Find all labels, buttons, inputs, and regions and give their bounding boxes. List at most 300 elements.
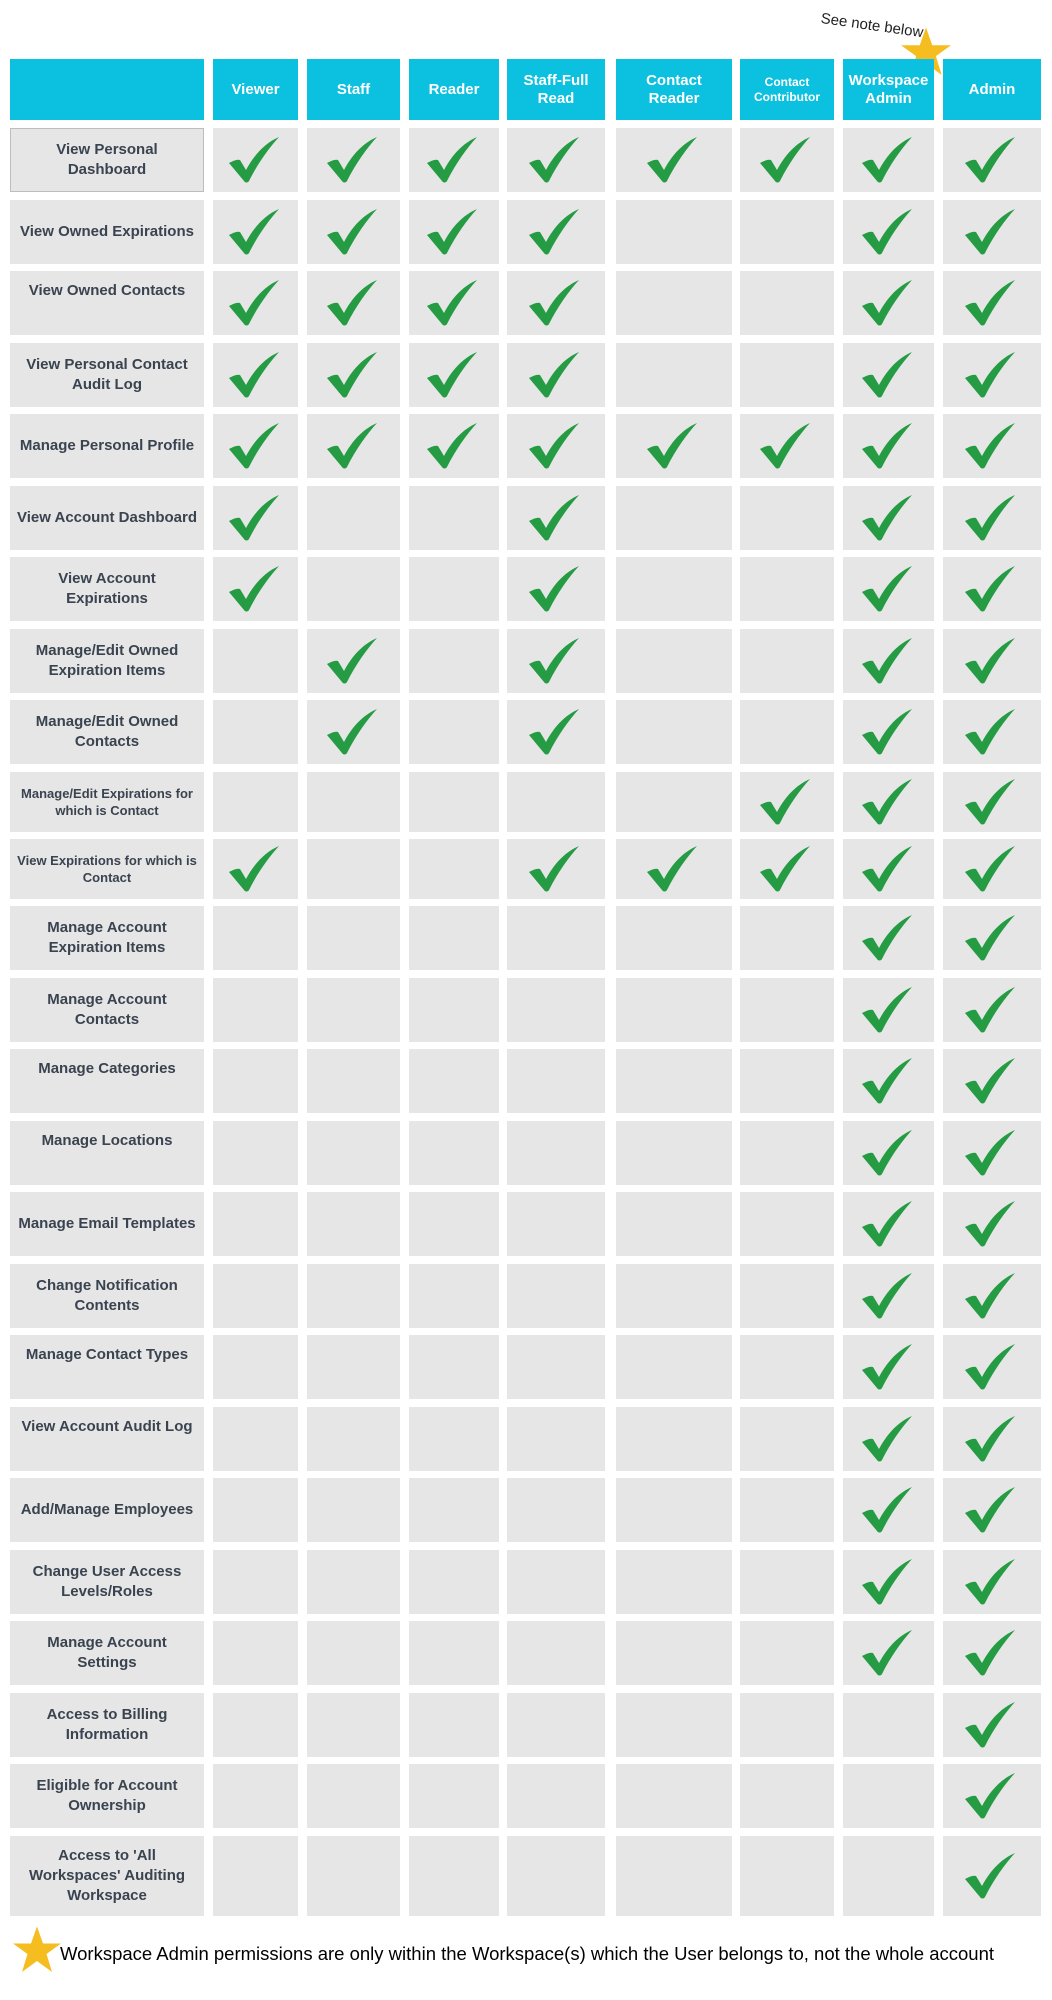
permission-cell: [843, 414, 934, 478]
check-icon: [860, 421, 914, 471]
permission-cell: [843, 1121, 934, 1185]
permission-cell: [409, 486, 499, 550]
permission-cell: [307, 839, 400, 899]
permission-cell: [616, 200, 732, 264]
check-icon: [527, 278, 581, 328]
permission-cell: [740, 271, 834, 335]
check-icon: [963, 1557, 1017, 1607]
check-icon: [860, 564, 914, 614]
see-note-label: See note below: [819, 10, 925, 42]
row-label: Manage Email Templates: [10, 1192, 204, 1256]
row-label: Manage Account Settings: [10, 1621, 204, 1685]
check-icon: [963, 1199, 1017, 1249]
permission-cell: [943, 906, 1041, 970]
permission-cell: [507, 1264, 605, 1328]
row-label: Add/Manage Employees: [10, 1478, 204, 1542]
check-icon: [963, 985, 1017, 1035]
row-label: Change Notification Contents: [10, 1264, 204, 1328]
permission-cell: [409, 1264, 499, 1328]
permission-cell: [409, 1121, 499, 1185]
permission-cell: [307, 486, 400, 550]
check-icon: [860, 844, 914, 894]
permission-cell: [943, 1264, 1041, 1328]
check-icon: [963, 1271, 1017, 1321]
header-blank-cell: [10, 59, 204, 120]
check-icon: [963, 1851, 1017, 1901]
permission-cell: [616, 1550, 732, 1614]
check-icon: [527, 844, 581, 894]
row-label: Manage Personal Profile: [10, 414, 204, 478]
check-icon: [758, 777, 812, 827]
permission-cell: [307, 1478, 400, 1542]
permission-cell: [507, 700, 605, 764]
permission-cell: [616, 271, 732, 335]
row-label: Change User Access Levels/Roles: [10, 1550, 204, 1614]
permission-cell: [616, 1049, 732, 1113]
column-header: Workspace Admin: [843, 59, 934, 120]
row-label: Manage Account Contacts: [10, 978, 204, 1042]
permission-cell: [409, 1550, 499, 1614]
column-header: Staff: [307, 59, 400, 120]
permission-cell: [943, 772, 1041, 832]
permission-cell: [507, 414, 605, 478]
check-icon: [325, 135, 379, 185]
row-label: Manage Categories: [10, 1049, 204, 1113]
permission-cell: [213, 1478, 298, 1542]
permission-cell: [943, 557, 1041, 621]
check-icon: [963, 207, 1017, 257]
check-icon: [860, 913, 914, 963]
permission-cell: [843, 978, 934, 1042]
permission-cell: [409, 1764, 499, 1828]
permission-cell: [507, 1121, 605, 1185]
permission-cell: [843, 1264, 934, 1328]
permission-cell: [740, 200, 834, 264]
permission-cell: [409, 1693, 499, 1757]
check-icon: [758, 421, 812, 471]
permission-cell: [507, 128, 605, 192]
check-icon: [963, 135, 1017, 185]
permission-cell: [616, 1836, 732, 1916]
check-icon: [325, 278, 379, 328]
permission-cell: [740, 1764, 834, 1828]
check-icon: [860, 1342, 914, 1392]
permission-cell: [943, 1693, 1041, 1757]
check-icon: [527, 135, 581, 185]
permission-cell: [507, 906, 605, 970]
permission-cell: [307, 906, 400, 970]
row-label: Eligible for Account Ownership: [10, 1764, 204, 1828]
permission-cell: [507, 1836, 605, 1916]
permission-cell: [943, 1836, 1041, 1916]
permission-cell: [740, 1264, 834, 1328]
check-icon: [963, 1414, 1017, 1464]
check-icon: [645, 844, 699, 894]
permission-cell: [943, 700, 1041, 764]
permission-cell: [843, 128, 934, 192]
permission-cell: [943, 271, 1041, 335]
permission-cell: [843, 1550, 934, 1614]
permission-cell: [213, 700, 298, 764]
permission-cell: [616, 486, 732, 550]
permission-cell: [409, 978, 499, 1042]
permission-cell: [507, 343, 605, 407]
check-icon: [227, 207, 281, 257]
permission-cell: [843, 557, 934, 621]
permission-cell: [307, 1264, 400, 1328]
permission-cell: [843, 839, 934, 899]
check-icon: [425, 207, 479, 257]
row-label: Manage Locations: [10, 1121, 204, 1185]
row-label: View Owned Expirations: [10, 200, 204, 264]
permission-cell: [616, 414, 732, 478]
check-icon: [527, 350, 581, 400]
permission-cell: [409, 1621, 499, 1685]
check-icon: [860, 278, 914, 328]
check-icon: [860, 1199, 914, 1249]
permission-cell: [213, 1121, 298, 1185]
check-icon: [758, 844, 812, 894]
permission-cell: [740, 839, 834, 899]
check-icon: [963, 564, 1017, 614]
permission-cell: [843, 700, 934, 764]
permission-cell: [213, 1264, 298, 1328]
check-icon: [963, 913, 1017, 963]
permission-cell: [409, 1836, 499, 1916]
row-label: View Account Audit Log: [10, 1407, 204, 1471]
check-icon: [325, 207, 379, 257]
permission-cell: [740, 1407, 834, 1471]
permission-cell: [213, 978, 298, 1042]
check-icon: [963, 1056, 1017, 1106]
permission-cell: [307, 1121, 400, 1185]
check-icon: [527, 564, 581, 614]
permission-cell: [943, 1621, 1041, 1685]
permission-cell: [307, 343, 400, 407]
row-label: View Account Dashboard: [10, 486, 204, 550]
check-icon: [758, 135, 812, 185]
permission-cell: [943, 1121, 1041, 1185]
permission-cell: [409, 839, 499, 899]
check-icon: [963, 777, 1017, 827]
permission-cell: [507, 486, 605, 550]
permission-cell: [616, 1693, 732, 1757]
check-icon: [227, 493, 281, 543]
permission-cell: [616, 839, 732, 899]
permission-cell: [616, 1121, 732, 1185]
check-icon: [860, 1485, 914, 1535]
permission-cell: [507, 1049, 605, 1113]
permission-cell: [740, 1049, 834, 1113]
permission-cell: [213, 1693, 298, 1757]
permission-cell: [616, 1764, 732, 1828]
permission-cell: [507, 1407, 605, 1471]
permission-cell: [616, 629, 732, 693]
permission-cell: [943, 1335, 1041, 1399]
check-icon: [227, 135, 281, 185]
permission-cell: [943, 200, 1041, 264]
permission-cell: [740, 700, 834, 764]
permission-cell: [409, 700, 499, 764]
permission-cell: [943, 629, 1041, 693]
permission-cell: [843, 1836, 934, 1916]
row-label: Manage/Edit Owned Expiration Items: [10, 629, 204, 693]
check-icon: [860, 985, 914, 1035]
permission-cell: [307, 1693, 400, 1757]
permission-cell: [616, 1478, 732, 1542]
permission-cell: [943, 1407, 1041, 1471]
permission-cell: [943, 1478, 1041, 1542]
permission-cell: [409, 1335, 499, 1399]
permission-cell: [307, 1764, 400, 1828]
permission-cell: [740, 1192, 834, 1256]
check-icon: [645, 421, 699, 471]
permission-cell: [740, 978, 834, 1042]
permission-cell: [307, 128, 400, 192]
permission-cell: [616, 1264, 732, 1328]
permission-cell: [307, 700, 400, 764]
permission-cell: [507, 1335, 605, 1399]
permission-cell: [213, 414, 298, 478]
permission-cell: [507, 1478, 605, 1542]
check-icon: [963, 844, 1017, 894]
check-icon: [963, 493, 1017, 543]
column-header: Reader: [409, 59, 499, 120]
permission-cell: [213, 343, 298, 407]
check-icon: [860, 1128, 914, 1178]
permission-cell: [740, 128, 834, 192]
permission-cell: [507, 1550, 605, 1614]
permission-cell: [740, 906, 834, 970]
row-label: Manage Account Expiration Items: [10, 906, 204, 970]
check-icon: [227, 564, 281, 614]
permission-cell: [307, 1836, 400, 1916]
permission-cell: [843, 1621, 934, 1685]
permission-cell: [740, 629, 834, 693]
permission-cell: [616, 1621, 732, 1685]
permission-cell: [409, 629, 499, 693]
permission-cell: [307, 1049, 400, 1113]
permission-cell: [616, 128, 732, 192]
permission-cell: [213, 271, 298, 335]
column-header: Contact Reader: [616, 59, 732, 120]
permission-cell: [740, 414, 834, 478]
check-icon: [527, 207, 581, 257]
permission-cell: [213, 906, 298, 970]
check-icon: [527, 493, 581, 543]
check-icon: [963, 1771, 1017, 1821]
row-label: Access to 'All Workspaces' Auditing Workspace: [10, 1836, 204, 1916]
permission-cell: [213, 200, 298, 264]
permission-cell: [843, 1049, 934, 1113]
permission-cell: [616, 978, 732, 1042]
permission-cell: [307, 557, 400, 621]
check-icon: [860, 777, 914, 827]
permission-cell: [843, 1407, 934, 1471]
permission-cell: [507, 557, 605, 621]
permission-cell: [213, 772, 298, 832]
permission-cell: [616, 1335, 732, 1399]
permission-cell: [740, 343, 834, 407]
permission-cell: [307, 1335, 400, 1399]
row-label: Manage/Edit Owned Contacts: [10, 700, 204, 764]
permission-cell: [213, 1049, 298, 1113]
permission-cell: [409, 1478, 499, 1542]
check-icon: [963, 1128, 1017, 1178]
check-icon: [425, 350, 479, 400]
permission-cell: [213, 1407, 298, 1471]
permission-cell: [507, 1764, 605, 1828]
permission-cell: [307, 1407, 400, 1471]
check-icon: [963, 1628, 1017, 1678]
check-icon: [963, 1700, 1017, 1750]
permission-cell: [307, 1192, 400, 1256]
permission-cell: [843, 629, 934, 693]
permission-cell: [507, 629, 605, 693]
permission-cell: [740, 1550, 834, 1614]
permission-cell: [213, 1764, 298, 1828]
check-icon: [527, 707, 581, 757]
check-icon: [227, 421, 281, 471]
check-icon: [527, 636, 581, 686]
check-icon: [425, 421, 479, 471]
row-label: View Expirations for which is Contact: [10, 839, 204, 899]
permission-cell: [409, 1192, 499, 1256]
permission-cell: [943, 1764, 1041, 1828]
permission-cell: [740, 772, 834, 832]
permission-cell: [307, 772, 400, 832]
column-header: Contact Contributor: [740, 59, 834, 120]
permission-cell: [409, 200, 499, 264]
check-icon: [963, 350, 1017, 400]
permission-cell: [409, 1407, 499, 1471]
permission-cell: [507, 839, 605, 899]
check-icon: [963, 1342, 1017, 1392]
permission-cell: [943, 978, 1041, 1042]
check-icon: [860, 1628, 914, 1678]
permission-cell: [943, 1049, 1041, 1113]
check-icon: [425, 278, 479, 328]
permission-cell: [616, 1407, 732, 1471]
permission-cell: [507, 1693, 605, 1757]
check-icon: [325, 421, 379, 471]
check-icon: [645, 135, 699, 185]
permission-cell: [507, 1621, 605, 1685]
check-icon: [227, 278, 281, 328]
permission-cell: [307, 1550, 400, 1614]
check-icon: [325, 707, 379, 757]
permission-cell: [507, 978, 605, 1042]
permission-cell: [507, 200, 605, 264]
check-icon: [860, 1557, 914, 1607]
permission-cell: [409, 1049, 499, 1113]
row-label: View Owned Contacts: [10, 271, 204, 335]
permission-cell: [213, 1550, 298, 1614]
permission-cell: [213, 629, 298, 693]
permission-cell: [843, 1192, 934, 1256]
row-label: View Personal Contact Audit Log: [10, 343, 204, 407]
permission-cell: [213, 1836, 298, 1916]
permission-cell: [507, 1192, 605, 1256]
row-label: View Account Expirations: [10, 557, 204, 621]
permission-cell: [740, 557, 834, 621]
check-icon: [227, 844, 281, 894]
permission-cell: [843, 486, 934, 550]
permission-cell: [409, 557, 499, 621]
column-header: Staff-Full Read: [507, 59, 605, 120]
check-icon: [227, 350, 281, 400]
check-icon: [963, 278, 1017, 328]
permission-cell: [213, 1621, 298, 1685]
permission-cell: [213, 839, 298, 899]
permission-cell: [409, 772, 499, 832]
permission-cell: [843, 200, 934, 264]
permission-cell: [409, 271, 499, 335]
check-icon: [963, 636, 1017, 686]
permission-cell: [409, 906, 499, 970]
permission-cell: [943, 414, 1041, 478]
permission-cell: [943, 1550, 1041, 1614]
row-label: Manage/Edit Expirations for which is Contact: [10, 772, 204, 832]
permission-cell: [409, 128, 499, 192]
row-label: Manage Contact Types: [10, 1335, 204, 1399]
permission-cell: [213, 128, 298, 192]
permission-cell: [740, 1478, 834, 1542]
permission-cell: [740, 486, 834, 550]
permission-cell: [740, 1335, 834, 1399]
permission-cell: [213, 1192, 298, 1256]
permission-cell: [616, 1192, 732, 1256]
permission-cell: [213, 1335, 298, 1399]
check-icon: [860, 707, 914, 757]
permission-cell: [943, 486, 1041, 550]
permission-cell: [409, 414, 499, 478]
permission-cell: [307, 978, 400, 1042]
check-icon: [963, 707, 1017, 757]
permission-cell: [507, 772, 605, 832]
permission-cell: [213, 486, 298, 550]
permission-cell: [409, 343, 499, 407]
permission-cell: [307, 200, 400, 264]
check-icon: [860, 636, 914, 686]
column-header: Admin: [943, 59, 1041, 120]
permission-cell: [740, 1121, 834, 1185]
check-icon: [860, 207, 914, 257]
check-icon: [860, 135, 914, 185]
column-header: Viewer: [213, 59, 298, 120]
permission-cell: [740, 1621, 834, 1685]
permission-cell: [213, 557, 298, 621]
check-icon: [963, 421, 1017, 471]
permission-cell: [307, 414, 400, 478]
permission-cell: [616, 906, 732, 970]
permission-cell: [843, 1478, 934, 1542]
permission-cell: [616, 557, 732, 621]
check-icon: [860, 1056, 914, 1106]
permission-cell: [307, 629, 400, 693]
permission-cell: [943, 1192, 1041, 1256]
permission-cell: [943, 839, 1041, 899]
check-icon: [325, 350, 379, 400]
permission-cell: [740, 1693, 834, 1757]
check-icon: [860, 493, 914, 543]
check-icon: [860, 1271, 914, 1321]
permission-cell: [507, 271, 605, 335]
permission-cell: [843, 1764, 934, 1828]
permission-cell: [843, 271, 934, 335]
permission-cell: [843, 906, 934, 970]
check-icon: [963, 1485, 1017, 1535]
